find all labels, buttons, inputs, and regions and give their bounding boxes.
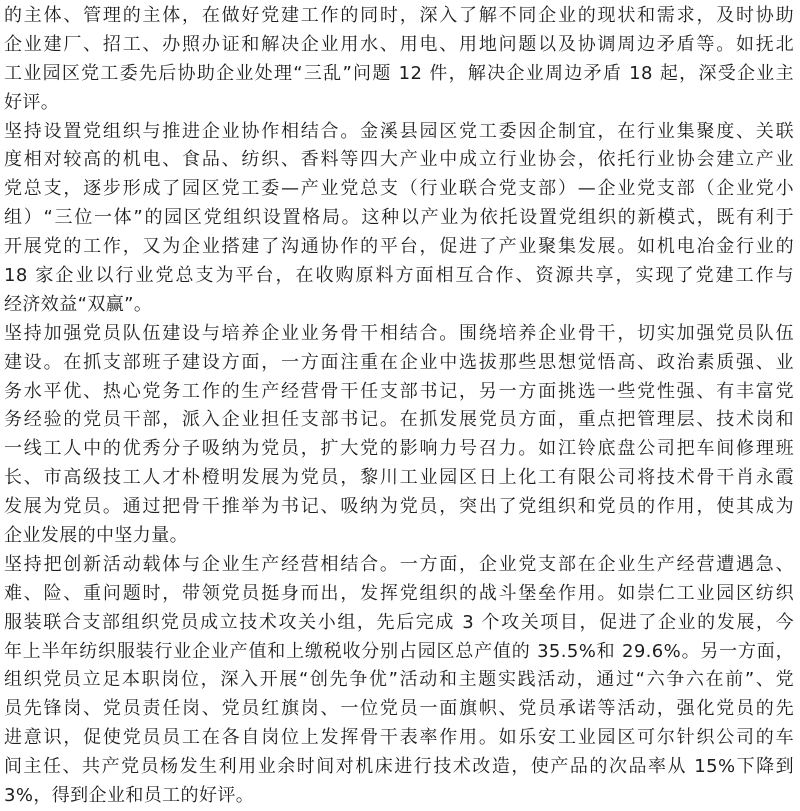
text-line: 坚持把创新活动载体与企业生产经营相结合。一方面，企业党支部在企业生产经营遭遇急、 <box>4 553 794 575</box>
text-line: 年上半年纺织服装行业企业产值和上缴税收分别占园区总产值的 35.5%和 29.6%。另一方面， <box>4 640 794 662</box>
text-line: 3%，得到企业和员工的好评。 <box>4 785 255 807</box>
text-line: 企业发展的中坚力量。 <box>4 525 188 547</box>
paragraph-4 <box>4 551 794 811</box>
document-body <box>4 2 794 811</box>
text-line: 难、险、重问题时，带领党员挺身而出，发挥党组织的战斗堡垒作用。如崇仁工业园区纺织 <box>4 582 794 604</box>
paragraph-1 <box>4 2 794 118</box>
text-line: 18 家企业以行业党总支为平台，在收购原料方面相互合作、资源共享，实现了党建工作与 <box>4 265 794 287</box>
text-line: 坚持设置党组织与推进企业协作相结合。金溪县园区党工委因企制宜，在行业集聚度、关联 <box>4 120 794 142</box>
text-line: 组织党员立足本职岗位，深入开展“创先争优”活动和主题实践活动，通过“六争六在前”、党 <box>4 669 794 691</box>
text-line: 度相对较高的机电、食品、纺织、香料等四大产业中成立行业协会，依托行业协会建立产业 <box>4 149 794 171</box>
text-line: 服装联合支部组织党员成立技术攻关小组，先后完成 3 个攻关项目，促进了企业的发展，今 <box>4 611 794 633</box>
text-line: 开展党的工作，又为企业搭建了沟通协作的平台，促进了产业聚集发展。如机电冶金行业的 <box>4 236 794 258</box>
text-line: 一线工人中的优秀分子吸纳为党员，扩大党的影响力号召力。如江铃底盘公司把车间修理班 <box>4 438 794 460</box>
paragraph-3 <box>4 320 794 551</box>
text-line: 坚持加强党员队伍建设与培养企业业务骨干相结合。围绕培养企业骨干，切实加强党员队伍 <box>4 322 794 344</box>
text-line: 发展为党员。通过把骨干推举为书记、吸纳为党员，突出了党组织和党员的作用，使其成为 <box>4 496 794 518</box>
text-line: 经济效益“双赢”。 <box>4 293 153 315</box>
text-line: 好评。 <box>4 91 60 113</box>
text-line: 进意识，促使党员员工在各自岗位上发挥骨干表率作用。如乐安工业园区可尔针织公司的车 <box>4 727 794 749</box>
paragraph-2 <box>4 118 794 320</box>
text-line: 工业园区党工委先后协助企业处理“三乱”问题 12 件，解决企业周边矛盾 18 起，深受企业主 <box>4 62 794 84</box>
text-line: 员先锋岗、党员责任岗、党员红旗岗、一位党员一面旗帜、党员承诺等活动，强化党员的先 <box>4 698 794 720</box>
text-line: 建设。在抓支部班子建设方面，一方面注重在企业中选拔那些思想觉悟高、政治素质强、业 <box>4 351 794 373</box>
text-line: 务水平优、热心党务工作的生产经营骨干任支部书记，另一方面挑选一些党性强、有丰富党 <box>4 380 794 402</box>
text-line: 企业建厂、招工、办照办证和解决企业用水、用电、用地问题以及协调周边矛盾等。如抚北 <box>4 33 794 55</box>
text-line: 长、市高级技工人才朴橙明发展为党员，黎川工业园区日上化工有限公司将技术骨干肖永霞 <box>4 467 794 489</box>
text-line: 的主体、管理的主体，在做好党建工作的同时，深入了解不同企业的现状和需求，及时协助 <box>4 5 794 26</box>
text-line: 间主任、共产党员杨发生利用业余时间对机床进行技术改造，使产品的次品率从 15%下降到 <box>4 756 794 778</box>
text-line: 务经验的党员干部，派入企业担任支部书记。在抓发展党员方面，重点把管理层、技术岗和 <box>4 409 794 431</box>
text-line: 组）“三位一体”的园区党组织设置格局。这种以产业为依托设置党组织的新模式，既有利于 <box>4 207 794 229</box>
text-line: 党总支，逐步形成了园区党工委—产业党总支（行业联合党支部）—企业党支部（企业党小 <box>4 178 794 200</box>
